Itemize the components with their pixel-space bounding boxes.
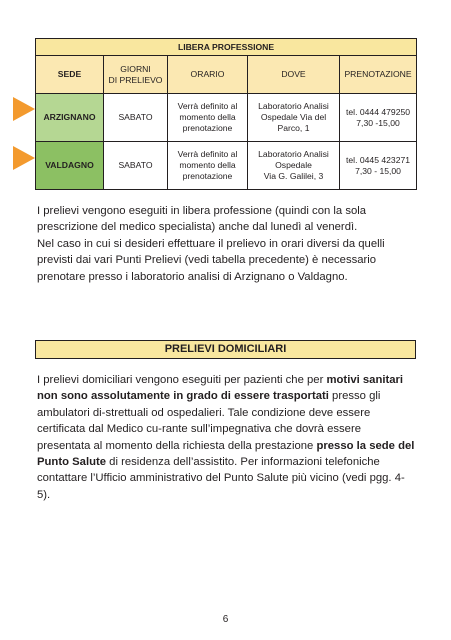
prenotazione-cell: tel. 0445 423271 7,30 - 15,00 (340, 142, 417, 190)
arrow-right-icon (13, 146, 35, 170)
prelievi-domiciliari-title: PRELIEVI DOMICILIARI (35, 340, 416, 359)
arrow-right-icon (13, 97, 35, 121)
libera-paragraph-2: Nel caso in cui si desideri effettuare il prelievo in orari diversi da quelli previsti dai vari Punti Prelievi (vedi tabella precedente) è necessario prenotare presso i laboratorio analisi di Arzignano o Valdagno. (37, 238, 385, 283)
header-dove: DOVE (248, 56, 340, 94)
libera-professione-table (35, 38, 417, 190)
header-sede: SEDE (36, 56, 104, 94)
libera-professione-title: LIBERA PROFESSIONE (36, 39, 417, 56)
giorni-cell: SABATO (104, 142, 168, 190)
orario-cell: Verrà definito al momento della prenotazione (168, 94, 248, 142)
prenotazione-cell: tel. 0444 479250 7,30 -15,00 (340, 94, 417, 142)
dove-cell: Laboratorio Analisi Ospedale Via G. Galilei, 3 (248, 142, 340, 190)
header-orario: ORARIO (168, 56, 248, 94)
sede-cell: VALDAGNO (36, 142, 104, 190)
giorni-cell: SABATO (104, 94, 168, 142)
domiciliari-paragraph: I prelievi domiciliari vengono eseguiti per pazienti che per motivi sanitari non sono assolutamente in grado di essere trasportati presso gli ambulatori di-strettuali od ospedalieri. Tale condizione deve essere certificata dal Medico cu-rante sull’impegnativa che dovrà essere presentata al momento della richiesta della prestazione presso la sede del Punto Salute di residenza dell’assistito. Per informazioni telefoniche contattare l’Ufficio amministrativo del Punto Salute più vicino (vedi pgg. 4-5). (37, 374, 415, 501)
header-giorni: GIORNI DI PRELIEVO (104, 56, 168, 94)
libera-paragraph-1: I prelievi vengono eseguiti in libera professione (quindi con la sola prescrizione del medico specialista) anche dal lunedì al venerdì. (37, 205, 367, 234)
orario-cell: Verrà definito al momento della prenotazione (168, 142, 248, 190)
page-number: 6 (222, 614, 229, 625)
table-header-row (36, 56, 417, 94)
table-row (36, 142, 417, 190)
dove-cell: Laboratorio Analisi Ospedale Via del Parco, 1 (248, 94, 340, 142)
table-row (36, 94, 417, 142)
sede-cell: ARZIGNANO (36, 94, 104, 142)
header-prenotazione: PRENOTAZIONE (340, 56, 417, 94)
